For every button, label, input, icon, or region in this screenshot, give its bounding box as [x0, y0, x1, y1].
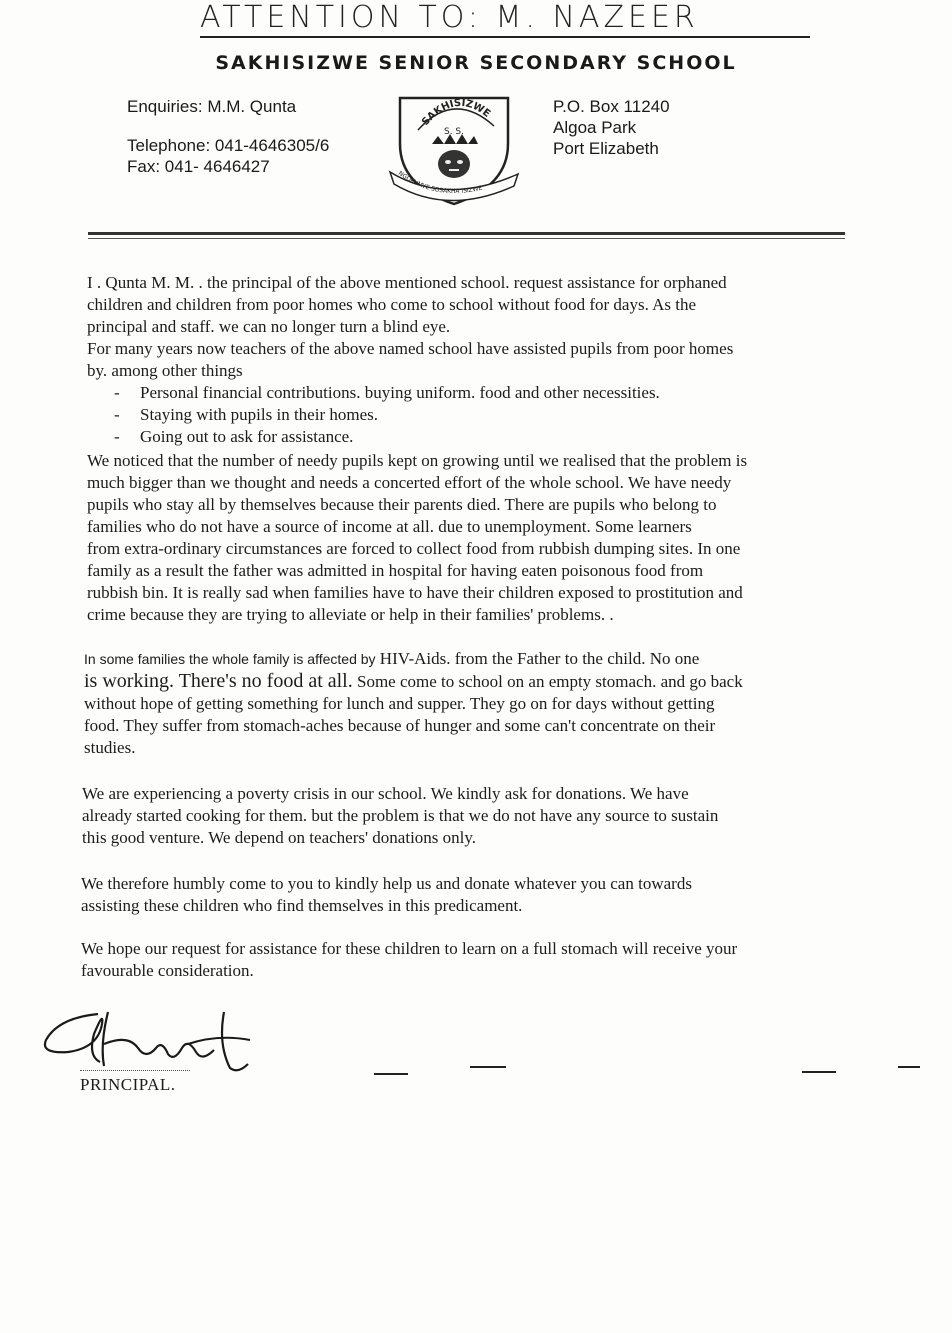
- text-line: without hope of getting something for lunch and supper. They go on for days without getting: [84, 694, 715, 713]
- list-item: - Going out to ask for assistance.: [114, 427, 354, 446]
- text-line: already started cooking for them. but the problem is that we do not have any source to sustain: [82, 806, 719, 825]
- text-line: by. among other things: [87, 361, 243, 380]
- telephone-text: Telephone: 041-4646305/6: [127, 136, 330, 155]
- svg-text:SAKHISIZWE: [420, 98, 492, 128]
- text-line: rubbish bin. It is really sad when families have to have their children exposed to prostitution and: [87, 583, 743, 602]
- text-line: principal and staff. we can no longer turn a blind eye.: [87, 317, 451, 336]
- text-line: In some families the whole family is affected by HIV-Aids. from the Father to the child. No one: [84, 649, 700, 668]
- paragraph-2: [87, 450, 747, 626]
- list-item: - Staying with pupils in their homes.: [114, 405, 378, 424]
- text-line: We noticed that the number of needy pupils kept on growing until we realised that the problem is: [87, 451, 748, 470]
- enquiries-text: Enquiries: M.M. Qunta: [127, 97, 297, 116]
- dash-marker: -: [114, 383, 120, 402]
- text-line: For many years now teachers of the above named school have assisted pupils from poor homes: [87, 339, 734, 358]
- header-rule: [88, 232, 845, 235]
- paragraph-5: [81, 873, 692, 917]
- pen-mark: [802, 1071, 836, 1073]
- text-line: We are experiencing a poverty crisis in our school. We kindly ask for donations. We have: [82, 784, 689, 803]
- pen-mark: [374, 1073, 408, 1075]
- paragraph-6: [81, 938, 737, 982]
- assistance-list: [114, 382, 660, 448]
- crest-motto: NGOKUMYE SOSAKHA ISIZWE: [396, 169, 483, 196]
- header-rule-thin: [88, 238, 845, 239]
- address-line3: Port Elizabeth: [553, 139, 659, 158]
- crest-top-text: SAKHISIZWE: [420, 97, 493, 128]
- text-line: studies.: [84, 738, 136, 757]
- school-name: SAKHISIZWE SENIOR SECONDARY SCHOOL: [215, 52, 737, 74]
- dash-marker: -: [114, 405, 120, 424]
- dash-marker: -: [114, 427, 120, 446]
- pen-mark: [470, 1066, 506, 1068]
- text-line: families who do not have a source of income at all. due to unemployment. Some learners: [87, 517, 692, 536]
- attention-note: ATTENTION TO: M. NAZEER: [200, 2, 810, 38]
- address-line2: Algoa Park: [553, 118, 637, 137]
- text-line: favourable consideration.: [81, 961, 254, 980]
- contact-block: [127, 96, 329, 177]
- text-line: crime because they are trying to alleviate or help in their families' problems. .: [87, 605, 614, 624]
- paragraph-4: [82, 783, 718, 849]
- principal-label: PRINCIPAL.: [80, 1075, 176, 1094]
- text-line: from extra-ordinary circumstances are forced to collect food from rubbish dumping sites. In one: [87, 539, 741, 558]
- address-line1: P.O. Box 11240: [553, 97, 670, 116]
- text-line: I . Qunta M. M. . the principal of the above mentioned school. request assistance for orphaned: [87, 273, 727, 292]
- principal-signature: [38, 1004, 258, 1076]
- text-line: assisting these children who find themselves in this predicament.: [81, 896, 523, 915]
- text-line: is working. There's no food at all. Some come to school on an empty stomach. and go back: [84, 670, 743, 692]
- text-line: this good venture. We depend on teachers' donations only.: [82, 828, 477, 847]
- signature-line: [80, 1070, 190, 1071]
- text-line: food. They suffer from stomach-aches because of hunger and some can't concentrate on their: [84, 716, 716, 735]
- paragraph-1: [87, 272, 733, 382]
- text-line: pupils who stay all by themselves because their parents died. There are pupils who belong to: [87, 495, 717, 514]
- list-item: - Personal financial contributions. buying uniform. food and other necessities.: [114, 383, 660, 402]
- paragraph-3: [84, 648, 743, 759]
- text-line: family as a result the father was admitted in hospital for having eaten poisonous food from: [87, 561, 704, 580]
- text-line: much bigger than we thought and needs a concerted effort of the whole school. We have needy: [87, 473, 732, 492]
- address-block: [553, 96, 670, 159]
- school-crest: [386, 82, 522, 212]
- text-line: We hope our request for assistance for these children to learn on a full stomach will receive your: [81, 939, 738, 958]
- text-line: We therefore humbly come to you to kindly help us and donate whatever you can towards: [81, 874, 692, 893]
- signature-scribble-icon: [38, 1004, 258, 1076]
- pen-mark: [898, 1066, 920, 1068]
- crest-emblem-icon: [386, 82, 522, 212]
- fax-text: Fax: 041- 4646427: [127, 157, 270, 176]
- text-line: children and children from poor homes who come to school without food for days. As the: [87, 295, 697, 314]
- crest-initials: S. S.: [443, 127, 465, 137]
